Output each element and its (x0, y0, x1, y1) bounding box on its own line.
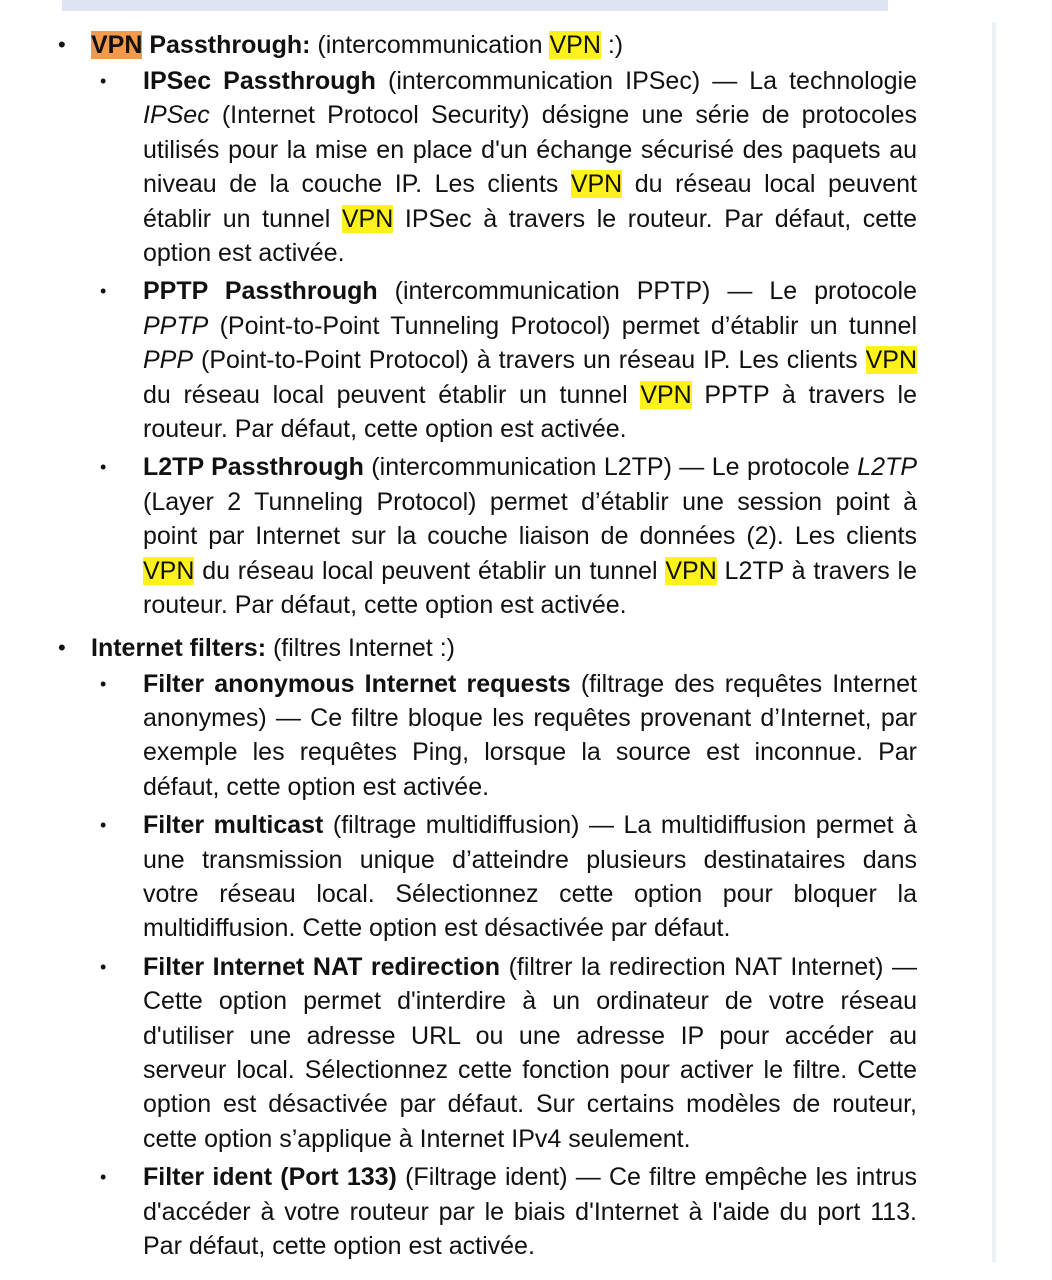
item-text: du réseau local peuvent établir un tunnel (194, 556, 666, 585)
item-term: L2TP (857, 453, 917, 482)
item-text: (Point-to-Point Protocol) à travers un réseau IP. Les clients (193, 346, 866, 375)
item-text: (intercommunication L2TP) — Le protocole (363, 453, 858, 482)
item-text: du réseau local peuvent établir un tunnel (143, 170, 917, 233)
item-title: Filter Internet NAT redirection (143, 952, 501, 981)
bullet-icon: • (100, 1167, 107, 1188)
bullet-icon: • (100, 71, 107, 91)
highlight-term: VPN (640, 380, 692, 409)
highlight-term: VPN (549, 31, 601, 59)
item-text: (intercommunication IPSec) — La technologie (375, 67, 917, 95)
item-filter-multicast (0, 808, 917, 946)
sub-list (91, 64, 917, 623)
bullet-icon: • (100, 281, 107, 302)
highlight-term: VPN (665, 556, 717, 585)
item-filter-nat-redirection (0, 950, 917, 1156)
item-ipsec-passthrough (0, 64, 917, 270)
highlight-term: VPN (143, 556, 195, 585)
item-pptp-passthrough (0, 274, 917, 446)
bullet-icon: • (100, 956, 107, 977)
item-term: IPSec (143, 101, 210, 130)
settings-list (0, 28, 1052, 1263)
item-text: (filtrage multidiffusion) — La multidiffusion permet à une transmission unique d’atteindre plusieurs destinataires dans votre réseau local. Sélectionnez cette option pour bloquer la multidiffusion. Cette option est désactivée par défaut. (143, 811, 917, 943)
item-term: PPTP (143, 311, 209, 340)
bullet-icon: • (100, 815, 107, 836)
item-title: Filter ident (Port 133) (143, 1163, 397, 1192)
section-heading: Internet filters: (91, 633, 267, 662)
item-filter-ident (0, 1160, 917, 1263)
item-title: IPSec Passthrough (143, 67, 376, 95)
bullet-icon: • (58, 634, 66, 660)
section-heading-note (310, 31, 623, 59)
item-text: (filtrer la redirection NAT Internet) — Cette option permet d'interdire à un ordinateur de votre réseau d'utiliser une adresse URL ou une adresse IP pour accéder au serveur local. Sélectionnez cette fonction pour activer le filtre. Cette option est désactivée par défaut. Sur certains modèles de routeur, cette option s’applique à Internet IPv4 seulement. (143, 952, 917, 1153)
bullet-icon: • (58, 32, 66, 57)
highlight-term: VPN (570, 170, 623, 199)
item-text: du réseau local peuvent établir un tunnel (143, 380, 641, 409)
item-filter-anonymous-requests (0, 667, 917, 805)
bullet-icon: • (100, 673, 107, 694)
note-text: (intercommunication (310, 31, 550, 59)
item-text: PPTP à travers le routeur. Par défaut, cette option est activée. (143, 380, 917, 444)
item-text: (Point-to-Point Tunneling Protocol) permet d’établir un tunnel (208, 311, 917, 340)
item-term: PPP (143, 346, 194, 375)
section-heading-text: Passthrough: (142, 31, 311, 59)
section-vpn-passthrough (0, 28, 917, 623)
item-text: (filtrage des requêtes Internet anonymes) — Ce filtre bloque les requêtes provenant d’Internet, par exemple les requêtes Ping, lorsque la source est inconnue. Par défaut, cette option est activée. (143, 669, 917, 801)
item-title: PPTP Passthrough (143, 277, 378, 306)
item-text: L2TP à travers le routeur. Par défaut, cette option est activée. (143, 556, 917, 620)
item-text: (Layer 2 Tunneling Protocol) permet d’établir une session point à point par Internet sur la couche liaison de données (2). Les clients (143, 487, 917, 551)
item-text: (Filtrage ident) — Ce filtre empêche les intrus d'accéder à votre routeur par le biais d'Internet à l'aide du port 113. Par défaut, cette option est activée. (143, 1163, 917, 1260)
item-text: IPSec à travers le routeur. Par défaut, cette option est activée. (143, 204, 917, 268)
item-title: Filter multicast (143, 811, 324, 840)
item-l2tp-passthrough (0, 450, 917, 622)
item-title: L2TP Passthrough (143, 453, 364, 482)
bullet-icon: • (100, 457, 107, 478)
section-internet-filters (0, 631, 917, 1264)
item-text: (Internet Protocol Security) désigne une série de protocoles utilisés pour la mise en place d'un échange sécurisé des paquets au niveau de la couche IP. Les clients (143, 101, 917, 199)
highlight-term: VPN (341, 204, 394, 233)
highlight-term: VPN (865, 346, 917, 375)
item-title: Filter anonymous Internet requests (143, 669, 571, 698)
section-heading-note: (filtres Internet :) (266, 633, 455, 662)
sub-list (91, 667, 917, 1264)
item-text: (intercommunication PPTP) — Le protocole (377, 277, 917, 306)
top-band-decoration (62, 0, 888, 11)
document-page (0, 28, 1052, 1267)
note-text: :) (600, 31, 624, 59)
highlight-term: VPN (91, 31, 143, 59)
section-heading (91, 31, 310, 59)
